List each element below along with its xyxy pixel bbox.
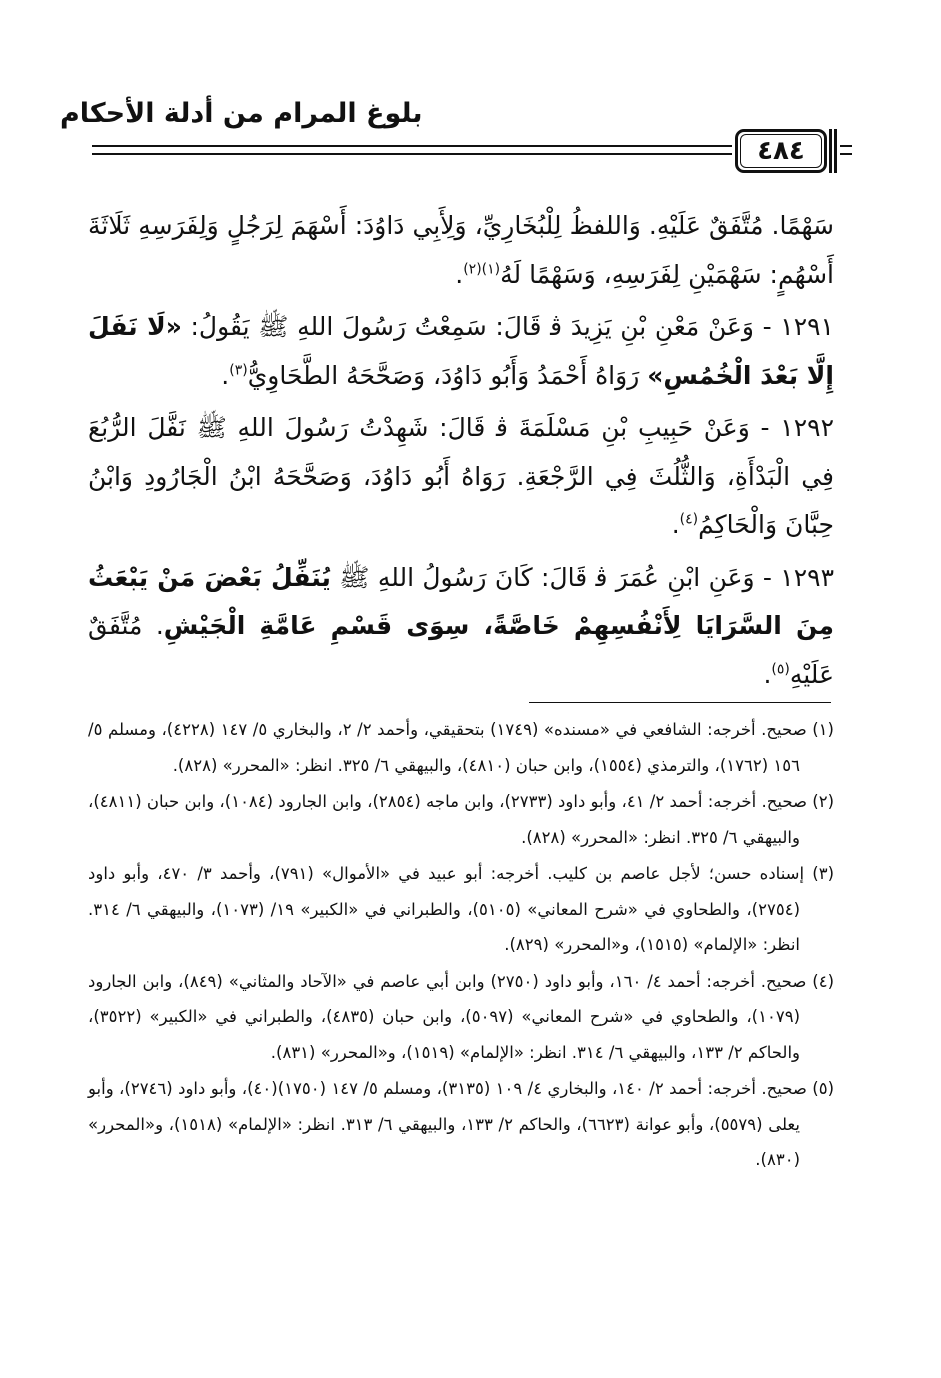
hadith-1292-text: ١٢٩٢ - وَعَنْ حَبِيبِ بْنِ مَسْلَمَةَ ﭬ قَالَ: شَهِدْتُ رَسُولَ اللهِ ﷺ نَفَّلَ الرُّبُعَ فِي الْبَدْأَةِ، وَالثُّلُثَ فِي الرَّجْعَةِ. رَوَاهُ أَبُو دَاوُدَ، وَصَحَّحَهُ ابْنُ الْجَارُودِ وَابْنُ حِبَّانَ وَالْحَاكِمُ <box>88 413 834 539</box>
main-text <box>88 202 834 699</box>
hadith-1293: ١٢٩٣ - وَعَنِ ابْنِ عُمَرَ ﭬ قَالَ: كَانَ رَسُولُ اللهِ ﷺ يُنَفِّلُ بَعْضَ مَنْ يَبْعَثُ مِنَ السَّرَايَا لِأَنْفُسِهِمْ خَاصَّةً، سِوَى قَسْمِ عَامَّةِ الْجَيْشِ. مُتَّفَقٌ عَلَيْهِ$^{(٥)}$. <box>88 562 835 689</box>
footnote-3: (٣) إسناده حسن؛ لأجل عاصم بن كليب. أخرجه: أبو عبيد في «الأموال» (٧٩١)، وأحمد ٣/ ٤٧٠، وأبو داود (٢٧٥٤)، والطحاوي في «شرح المعاني» (٥١٠٥)، والطبراني في «الكبير» ١٩/ (١٠٧٣)، والبيهقي ٦/ ٣١٤. انظر: «الإلمام» (١٥١٥)، و«المحرر» (٨٢٩). <box>88 864 834 954</box>
page-box-bar <box>829 129 832 173</box>
p1-end: . <box>455 259 464 289</box>
header-rule-bottom <box>92 153 732 155</box>
footnotes <box>88 712 834 1178</box>
page-box-bar-2 <box>834 129 837 173</box>
header-marker-top <box>840 145 852 147</box>
page-number: ٤٨٤ <box>757 136 805 166</box>
footnote-ref-5: (٥) <box>771 661 790 678</box>
footnote-ref-1: (١) <box>481 261 501 278</box>
footnote-2: (٢) صحيح. أخرجه: أحمد ٢/ ٤١، وأبو داود (٢٧٣٣)، وابن ماجه (٢٨٥٤)، وابن الجارود (١٠٨٤)، وابن حبان (٤٨١١)، والبيهقي ٦/ ٣٢٥. انظر: «المحرر» (٨٢٨). <box>88 792 834 847</box>
footnote-separator <box>529 702 831 703</box>
hadith-1293-source: . مُتَّفَقٌ عَلَيْهِ <box>88 611 834 689</box>
header-marker-bottom <box>840 153 852 155</box>
p1-text: سَهْمًا. مُتَّفَقٌ عَلَيْهِ. وَاللفظُ لِلْبُخَارِيِّ، وَلِأَبِي دَاوُدَ: أَسْهَمَ لِرَجُلٍ وَلِفَرَسِهِ ثَلَاثَةَ أَسْهُمٍ: سَهْمَيْنِ لِفَرَسِهِ، وَسَهْمًا لَهُ <box>88 211 834 289</box>
hadith-1292: ١٢٩٢ - وَعَنْ حَبِيبِ بْنِ مَسْلَمَةَ ﭬ قَالَ: شَهِدْتُ رَسُولَ اللهِ ﷺ نَفَّلَ الرُّبُعَ فِي الْبَدْأَةِ، وَالثُّلُثَ فِي الرَّجْعَةِ. رَوَاهُ أَبُو دَاوُدَ، وَصَحَّحَهُ ابْنُ الْجَارُودِ وَابْنُ حِبَّانَ وَالْحَاكِمُ$^{(٤)}$. <box>88 413 834 539</box>
footnote-1: (١) صحيح. أخرجه: الشافعي في «مسنده» (١٧٤٩) بتحقيقي، وأحمد ٢/ ٢، والبخاري ٥/ ١٤٧ (٤٢٢٨)، ومسلم ٥/ ١٥٦ (١٧٦٢)، والترمذي (١٥٥٤)، وابن حبان (٤٨١٠)، والبيهقي ٦/ ٣٢٥. انظر: «المحرر» (٨٢٨). <box>88 720 834 775</box>
hadith-1291: ١٢٩١ - وَعَنْ مَعْنِ بْنِ يَزِيدَ ﭬ قَالَ: سَمِعْتُ رَسُولَ اللهِ ﷺ يَقُولُ: «لَا نَفَلَ إِلَّا بَعْدَ الْخُمُسِ» رَوَاهُ أَحْمَدُ وَأَبُو دَاوُدَ، وَصَحَّحَهُ الطَّحَاوِيُّ$^{(٣)}$. <box>88 312 834 390</box>
footnote-4: (٤) صحيح. أخرجه: أحمد ٤/ ١٦٠، وأبو داود (٢٧٥٠) وابن أبي عاصم في «الآحاد والمثاني» (٨٤٩)، وابن الجارود (١٠٧٩)، والطحاوي في «شرح المعاني» (٥٠٩٧)، وابن حبان (٤٨٣٥)، والطبراني في «الكبير» (٣٥٢٢)، والحاكم ٢/ ١٣٣، والبيهقي ٦/ ٣١٤. انظر: «الإلمام» (١٥١٩)، و«المحرر» (٨٣١). <box>88 971 834 1062</box>
footnote-ref-2: (٢) <box>463 261 482 278</box>
hadith-1291-source: رَوَاهُ أَحْمَدُ وَأَبُو دَاوُدَ، وَصَحَّحَهُ الطَّحَاوِيُّ <box>247 360 640 390</box>
page-number-box <box>735 129 827 173</box>
paragraph-continuation <box>88 202 834 299</box>
running-header-title: بلوغ المرام من أدلة الأحكام <box>60 98 423 129</box>
footnote-ref-4: (٤) <box>679 511 699 528</box>
hadith-1293-quote: يُنَفِّلُ بَعْضَ مَنْ يَبْعَثُ مِنَ السَّرَايَا لِأَنْفُسِهِمْ خَاصَّةً، سِوَى قَسْمِ عَامَّةِ الْجَيْشِ <box>88 562 834 640</box>
hadith-1291-intro: ١٢٩١ - وَعَنْ مَعْنِ بْنِ يَزِيدَ ﭬ قَالَ: سَمِعْتُ رَسُولَ اللهِ ﷺ يَقُولُ: <box>190 312 834 341</box>
footnote-ref-3: (٣) <box>229 362 248 379</box>
footnote-5: (٥) صحيح. أخرجه: أحمد ٢/ ١٤٠، والبخاري ٤/ ١٠٩ (٣١٣٥)، ومسلم ٥/ ١٤٧ (١٧٥٠)(٤٠)، وأبو داود (٢٧٤٦)، وأبو يعلى (٥٥٧٩)، وأبو عوانة (٦٦٢٣)، والحاكم ٢/ ١٣٣، والبيهقي ٦/ ٣١٣. انظر: «الإلمام» (١٥١٨)، و«المحرر» (٨٣٠). <box>88 1079 834 1169</box>
hadith-1291-quote: «لَا نَفَلَ إِلَّا بَعْدَ الْخُمُسِ» <box>88 312 834 390</box>
hadith-1293-intro: ١٢٩٣ - وَعَنِ ابْنِ عُمَرَ ﭬ قَالَ: كَانَ رَسُولُ اللهِ ﷺ <box>339 562 835 592</box>
header-rule-top <box>92 145 732 147</box>
